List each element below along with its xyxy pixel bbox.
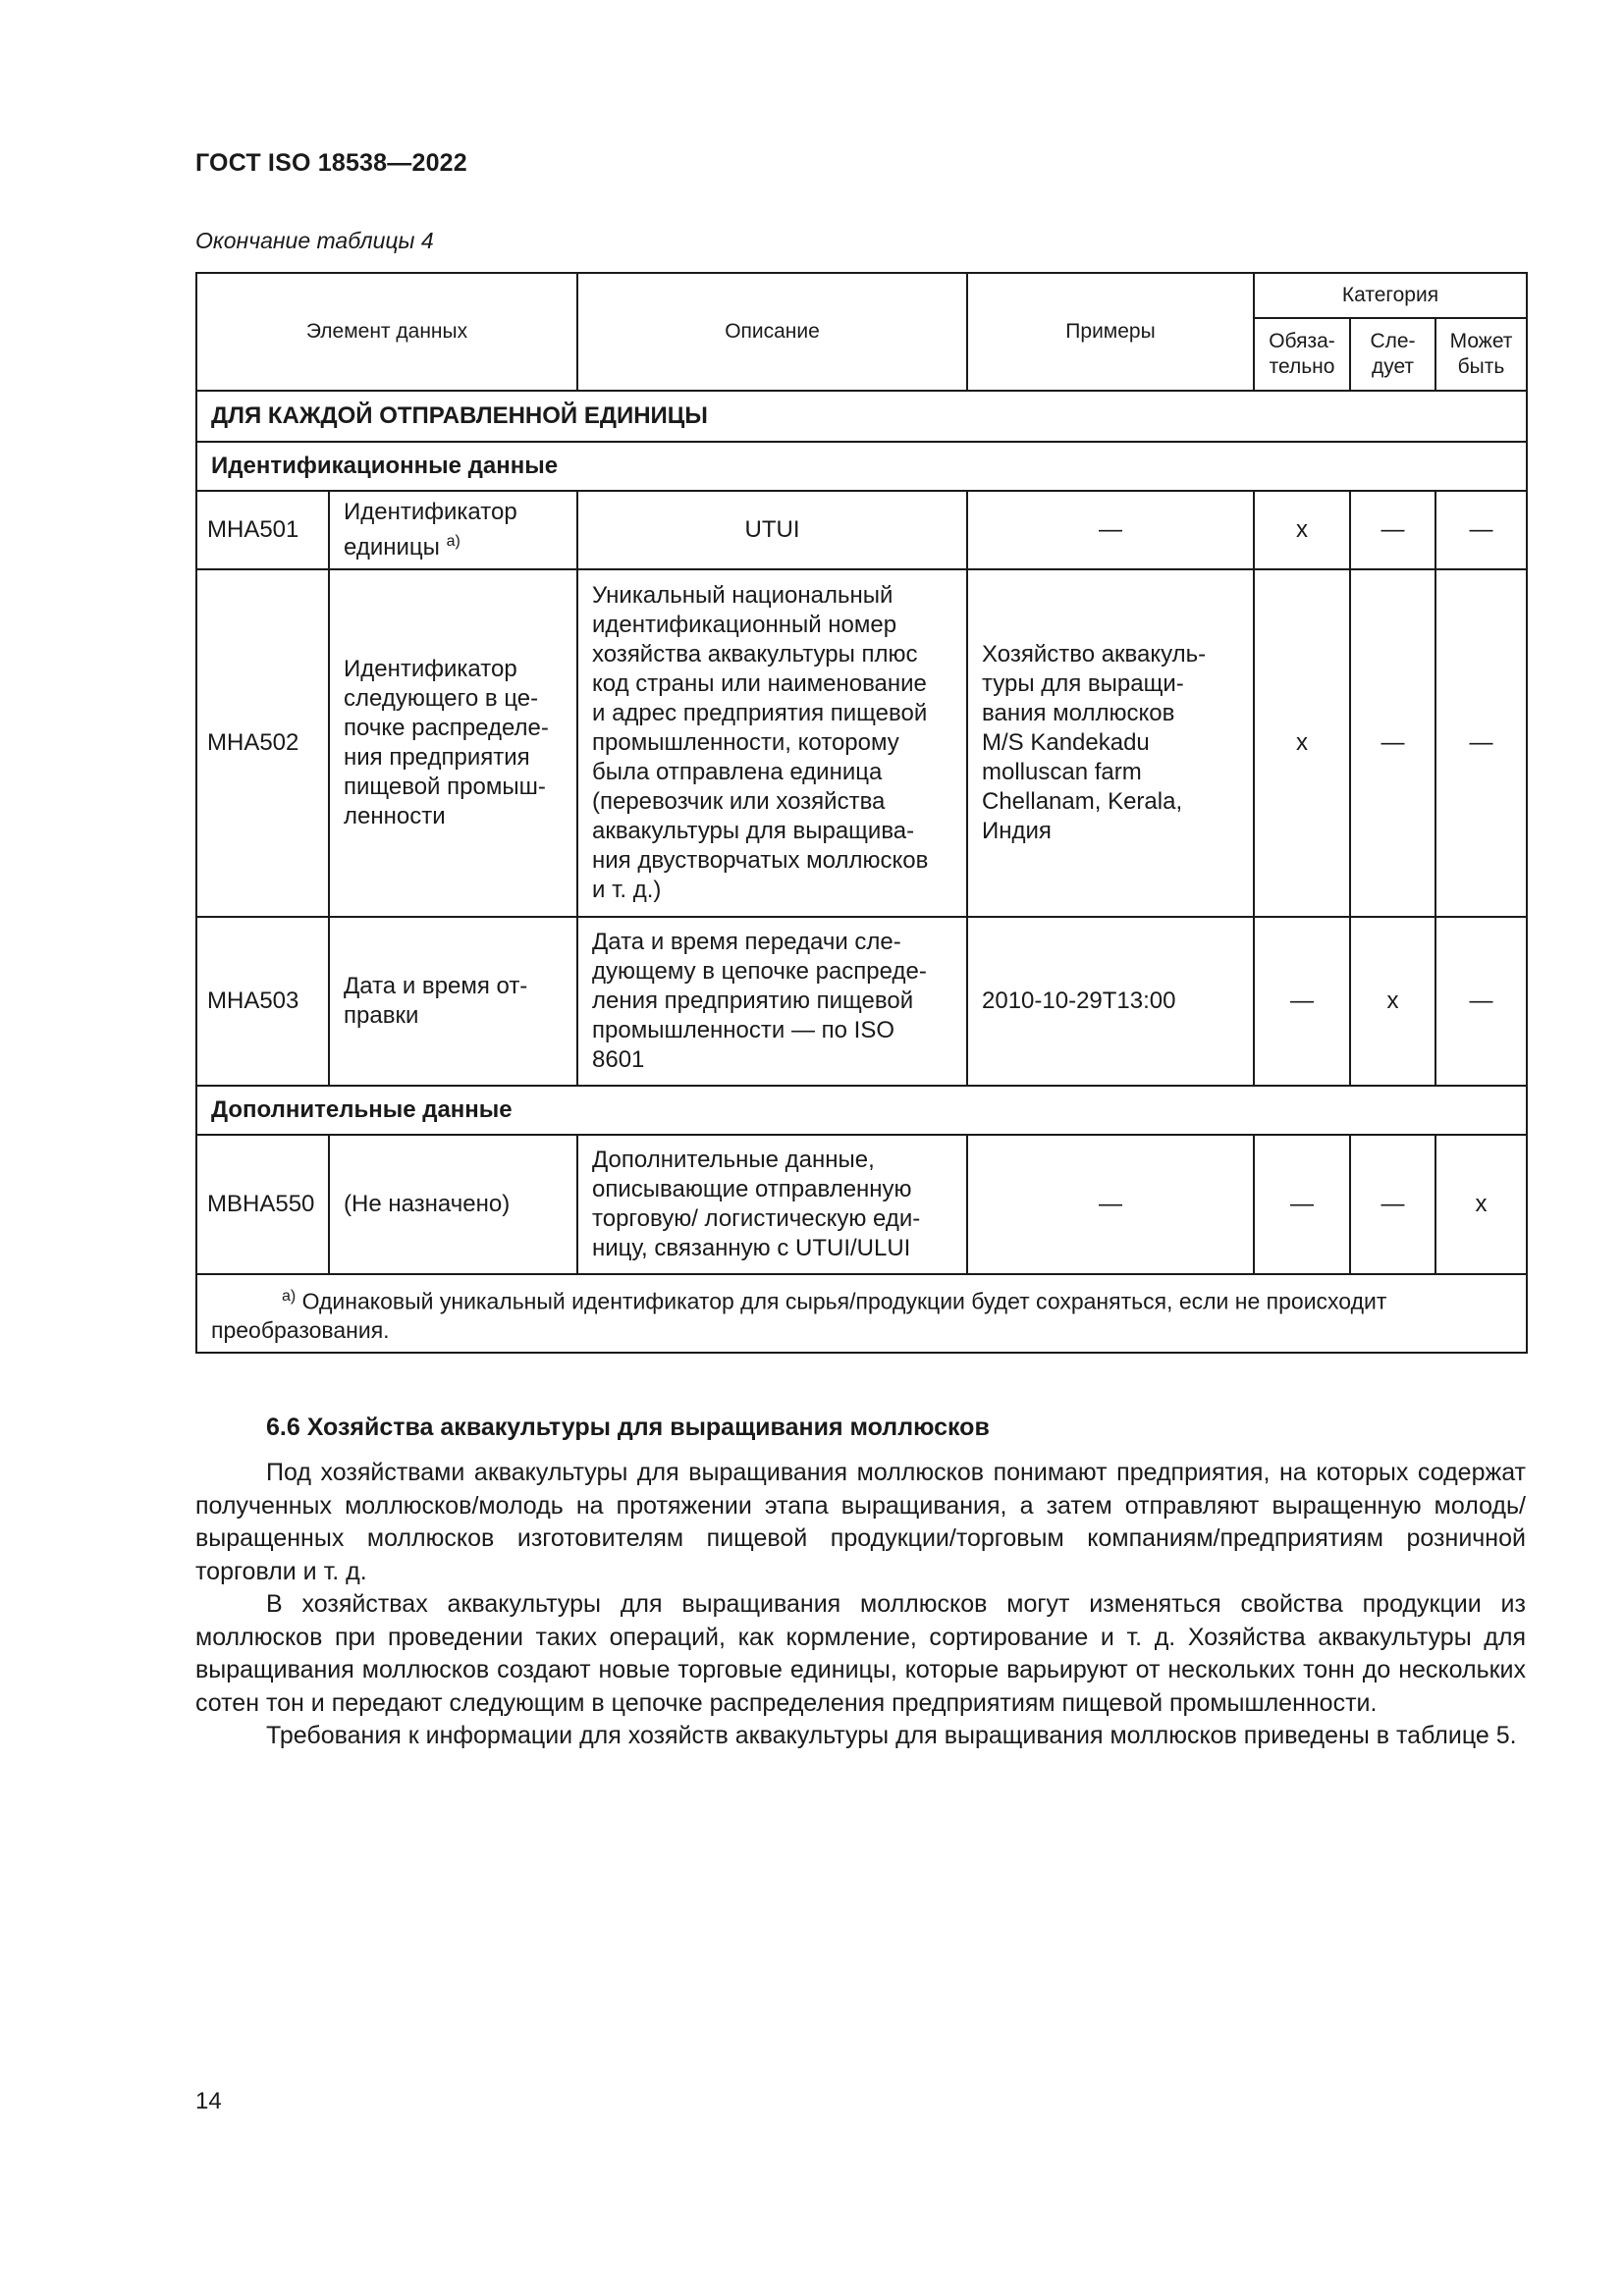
table-row (196, 917, 1527, 1086)
row-description: Дополнительные данные, описывающие отправленную торговую/ логистическую еди- ницу, связанную с UTUI/ULUI (577, 1135, 967, 1274)
row-description: UTUI (577, 491, 967, 569)
row-mandatory: — (1254, 1135, 1350, 1274)
row-code: MHA501 (196, 491, 329, 569)
row-name: Идентификатор следующего в це- почке распределе- ния предприятия пищевой промыш- ленности (329, 569, 577, 917)
header-mandatory: Обяза- тельно (1254, 318, 1350, 391)
section-heading: 6.6 Хозяйства аквакультуры для выращивания моллюсков (266, 1414, 990, 1441)
row-name (329, 491, 577, 569)
footnote-text: Одинаковый уникальный идентификатор для сырья/продукции будет сохраняться, если не происходит преобразования. (211, 1288, 1387, 1344)
section-row-additional: Дополнительные данные (196, 1086, 1527, 1135)
header-element: Элемент данных (196, 273, 577, 391)
row-may: — (1435, 569, 1527, 917)
row-mandatory: — (1254, 917, 1350, 1086)
row-may: x (1435, 1135, 1527, 1274)
section-row-unit: ДЛЯ КАЖДОЙ ОТПРАВЛЕННОЙ ЕДИНИЦЫ (196, 391, 1527, 442)
footnote-ref: а) (446, 533, 460, 550)
row-may: — (1435, 491, 1527, 569)
row-should: x (1350, 917, 1435, 1086)
row-name: Дата и время от- правки (329, 917, 577, 1086)
footnote-marker: а) (282, 1287, 297, 1305)
section-row-ident: Идентификационные данные (196, 442, 1527, 491)
table-footnote (196, 1274, 1527, 1353)
row-code: MHA503 (196, 917, 329, 1086)
row-should: — (1350, 1135, 1435, 1274)
row-example: 2010-10-29T13:00 (967, 917, 1254, 1086)
row-mandatory: x (1254, 569, 1350, 917)
row-example: — (967, 491, 1254, 569)
row-code: MHA502 (196, 569, 329, 917)
paragraph: В хозяйствах аквакультуры для выращивания моллюсков могут изменяться свойства продукции из моллюсков при проведении таких операций, как кормление, сортирование и т. д. Хозяйства аквакультуры для выращивания моллюсков создают новые торговые единицы, которые варьируют от нескольких тонн до нескольких сотен тон и передают следующим в цепочке распределения предприятиям пищевой промышленности. (195, 1590, 1526, 1717)
header-description: Описание (577, 273, 967, 391)
header-examples: Примеры (967, 273, 1254, 391)
data-table (195, 272, 1528, 1354)
row-mandatory: x (1254, 491, 1350, 569)
paragraph: Под хозяйствами аквакультуры для выращивания моллюсков понимают предприятия, на которых содержат полученных моллюсков/молодь на протяжении этапа выращивания, а затем отправляют выращенную молодь/выращенных моллюсков изготовителям пищевой продукции/торговым компаниям/предприятиям розничной торговли и т. д. (195, 1459, 1526, 1585)
section-body (195, 1457, 1526, 1753)
table-row (196, 1135, 1527, 1274)
row-description: Уникальный национальный идентификационный номер хозяйства аквакультуры плюс код страны или наименование и адрес предприятия пищевой промышленности, которому была отправлена единица (перевозчик или хозяйства аквакультуры для выращива- ния двустворчатых моллюсков и т. д.) (577, 569, 967, 917)
row-name: (Не назначено) (329, 1135, 577, 1274)
row-example: Хозяйство аквакуль- туры для выращи- вания моллюсков M/S Kandekadu molluscan farm Chellanam, Kerala, Индия (967, 569, 1254, 917)
header-should: Сле- дует (1350, 318, 1435, 391)
row-example: — (967, 1135, 1254, 1274)
table-row (196, 569, 1527, 917)
header-category: Категория (1254, 273, 1527, 318)
row-description: Дата и время передачи сле- дующему в цепочке распреде- ления предприятию пищевой промышленности — по ISO 8601 (577, 917, 967, 1086)
table-row (196, 491, 1527, 569)
row-name-text: Идентификатор единицы (344, 499, 517, 561)
header-may: Может быть (1435, 318, 1527, 391)
row-code: MBHA550 (196, 1135, 329, 1274)
row-should: — (1350, 569, 1435, 917)
row-should: — (1350, 491, 1435, 569)
paragraph: Требования к информации для хозяйств аквакультуры для выращивания моллюсков приведены в таблице 5. (266, 1722, 1517, 1749)
document-header: ГОСТ ISO 18538—2022 (195, 149, 467, 177)
row-may: — (1435, 917, 1527, 1086)
page-number: 14 (195, 2088, 222, 2114)
table-caption: Окончание таблицы 4 (195, 228, 434, 253)
